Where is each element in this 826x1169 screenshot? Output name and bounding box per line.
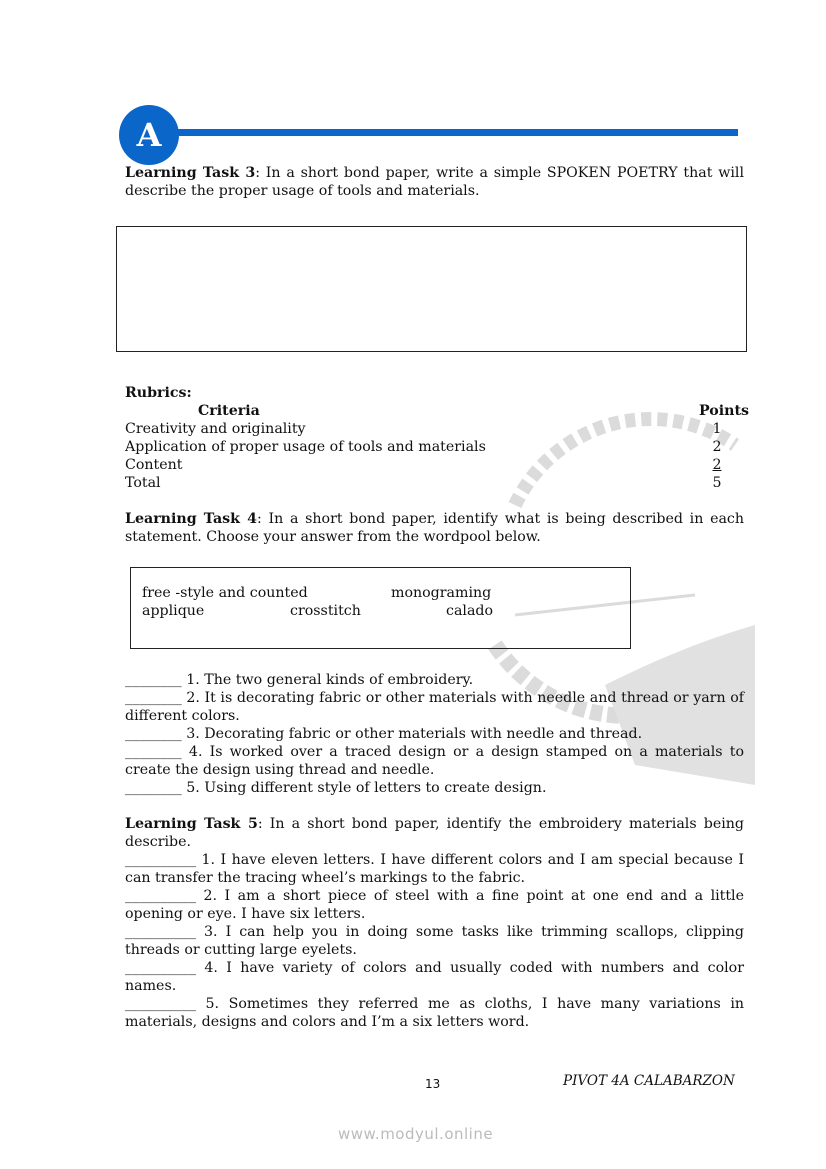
wordpool-word: crosstitch — [290, 603, 361, 619]
task4-item — [125, 725, 744, 743]
rubric-criteria: Application of proper usage of tools and materials — [125, 439, 486, 455]
criteria-header: Criteria — [198, 403, 260, 419]
item-text: 2. I am a short piece of steel with a fine point at one end and a little opening or eye. I have six letters. — [125, 888, 744, 922]
item-text: 3. Decorating fabric or other materials with needle and thread. — [181, 726, 643, 742]
task5-instruction — [125, 815, 744, 851]
task4-item — [125, 689, 744, 725]
series-label: PIVOT 4A CALABARZON — [563, 1073, 735, 1089]
answer-blank[interactable]: __________ — [125, 960, 196, 976]
answer-blank[interactable]: ________ — [125, 780, 182, 796]
rubric-criteria: Creativity and originality — [125, 421, 306, 437]
task5-text: : In a short bond paper, identify the embroidery materials being describe. — [125, 816, 744, 850]
task4-item — [125, 779, 744, 797]
item-text: 2. It is decorating fabric or other materials with needle and thread or yarn of different colors. — [125, 690, 744, 724]
section-badge: A — [119, 105, 179, 165]
answer-blank[interactable]: __________ — [125, 924, 196, 940]
answer-blank[interactable]: ________ — [125, 744, 182, 760]
points-header: Points — [699, 403, 749, 419]
rubric-row — [125, 474, 737, 492]
rubric-points: 2 — [712, 439, 722, 455]
task4-item — [125, 743, 744, 779]
wordpool-word: monograming — [391, 585, 492, 601]
item-text: 4. Is worked over a traced design or a design stamped on a materials to create the design using thread and needle. — [125, 744, 744, 778]
answer-blank[interactable]: __________ — [125, 852, 196, 868]
task3-instruction — [125, 164, 744, 200]
rubric-row — [125, 456, 737, 474]
answer-blank[interactable]: ________ — [125, 726, 182, 742]
rubric-row — [125, 438, 737, 456]
rubrics-header — [125, 402, 749, 420]
wordpool-word: calado — [446, 603, 494, 619]
wordpool-word: applique — [142, 603, 205, 619]
task4-instruction — [125, 510, 744, 546]
task4-text: : In a short bond paper, identify what is being described in each statement. Choose your answer from the wordpool below. — [125, 511, 745, 545]
answer-blank[interactable]: ________ — [125, 690, 182, 706]
item-text: 4. I have variety of colors and usually coded with numbers and color names. — [125, 960, 744, 994]
rubric-points: 2 — [712, 457, 722, 473]
site-watermark: www.modyul.online — [338, 1125, 494, 1143]
wordpool-word: free -style and counted — [142, 585, 308, 601]
answer-blank[interactable]: __________ — [125, 996, 196, 1012]
wordpool-box — [130, 567, 631, 649]
item-text: 1. The two general kinds of embroidery. — [181, 672, 474, 688]
task5-item — [125, 995, 744, 1031]
task5-title: Learning Task 5 — [125, 816, 258, 832]
rubric-points: 5 — [712, 475, 722, 491]
task4-title: Learning Task 4 — [125, 511, 257, 527]
item-text: 5. Using different style of letters to create design. — [181, 780, 547, 796]
answer-blank[interactable]: __________ — [125, 888, 196, 904]
task4-item — [125, 671, 744, 689]
item-text: 3. I can help you in doing some tasks like trimming scallops, clipping threads or cutting large eyelets. — [125, 924, 744, 958]
rubric-points: 1 — [712, 421, 722, 437]
task5-item — [125, 851, 744, 887]
item-text: 1. I have eleven letters. I have different colors and I am special because I can transfer the tracing wheel’s markings to the fabric. — [125, 852, 744, 886]
task3-text: : In a short bond paper, write a simple SPOKEN POETRY that will describe the proper usage of tools and materials. — [125, 165, 744, 199]
answer-box — [116, 226, 747, 352]
rubrics-label: Rubrics: — [125, 385, 192, 401]
task5-item — [125, 959, 744, 995]
task3-title: Learning Task 3 — [125, 165, 256, 181]
item-text: 5. Sometimes they referred me as cloths, I have many variations in materials, designs and colors and I’m a six letters word. — [125, 996, 744, 1030]
rubric-criteria: Content — [125, 457, 183, 473]
rubric-criteria: Total — [125, 475, 161, 491]
task5-item — [125, 887, 744, 923]
page-number: 13 — [425, 1077, 441, 1091]
answer-blank[interactable]: ________ — [125, 672, 182, 688]
task5-item — [125, 923, 744, 959]
rubric-row — [125, 420, 737, 438]
section-rule — [178, 129, 738, 136]
